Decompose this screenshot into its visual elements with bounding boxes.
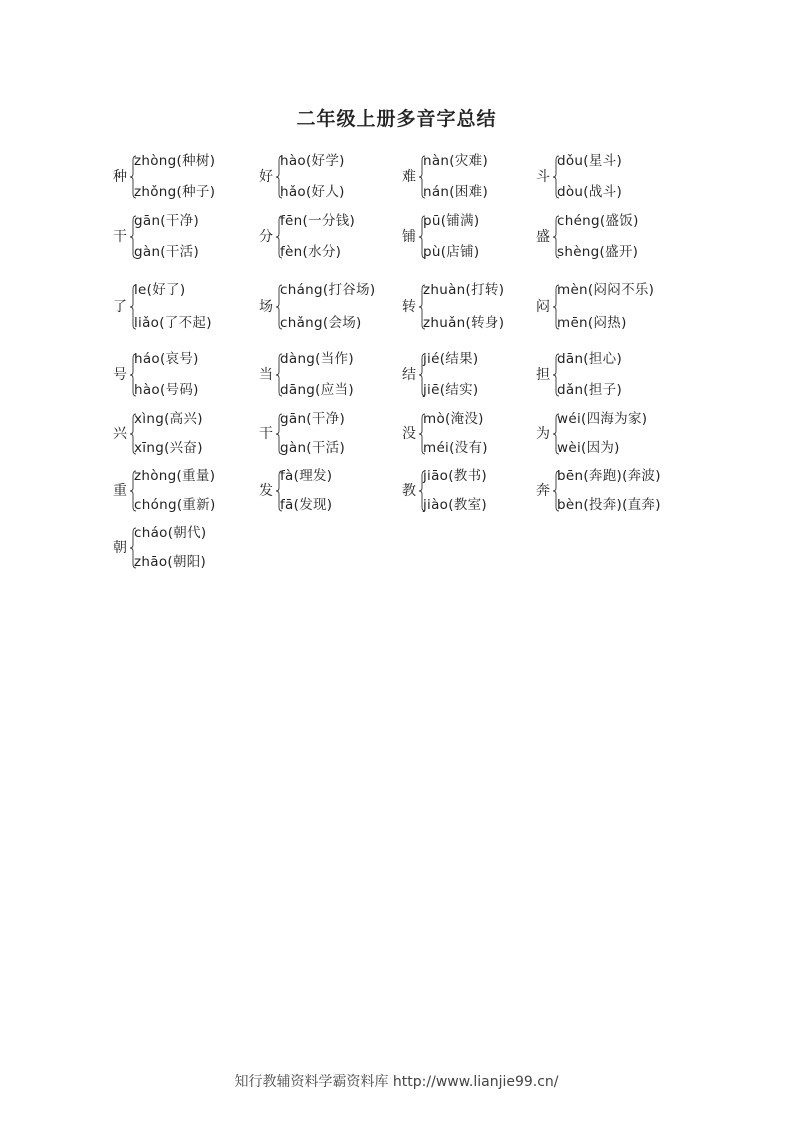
polyphone-character: 朝 — [113, 540, 127, 556]
pinyin-reading: liǎo(了不起) — [134, 315, 212, 331]
pinyin-reading: pù(店铺) — [423, 244, 480, 260]
polyphone-character: 转 — [402, 299, 416, 315]
pinyin-reading: zhǒng(种子) — [134, 184, 216, 200]
footer-source: 知行教辅资料学霸资料库 http://www.lianjie99.cn/ — [234, 1074, 559, 1090]
polyphone-entry — [113, 411, 273, 457]
polyphone-entry — [536, 153, 696, 201]
pinyin-reading: dǒu(星斗) — [557, 153, 623, 169]
pinyin-reading: dān(担心) — [557, 351, 623, 367]
pinyin-reading: cháng(打谷场) — [280, 282, 376, 298]
pinyin-reading: fèn(水分) — [280, 244, 342, 260]
polyphone-entry — [259, 351, 419, 399]
polyphone-character: 担 — [536, 367, 550, 383]
polyphone-character: 难 — [402, 169, 416, 185]
pinyin-reading: xìng(高兴) — [134, 411, 203, 427]
polyphone-character: 当 — [259, 367, 273, 383]
pinyin-reading: hào(好学) — [280, 153, 345, 169]
polyphone-character: 没 — [402, 426, 416, 442]
pinyin-reading: dòu(战斗) — [557, 184, 623, 200]
pinyin-reading: gān(干净) — [134, 213, 200, 229]
pinyin-reading: gàn(干活) — [280, 440, 346, 456]
polyphone-character: 了 — [113, 299, 127, 315]
polyphone-entry — [259, 213, 419, 261]
polyphone-entry — [113, 213, 273, 261]
pinyin-reading: fā(发现) — [280, 497, 333, 513]
pinyin-reading: jiào(教室) — [423, 497, 487, 513]
polyphone-character: 兴 — [113, 426, 127, 442]
pinyin-reading: chéng(盛饭) — [557, 213, 639, 229]
polyphone-entry — [113, 525, 273, 571]
pinyin-reading: jié(结果) — [423, 351, 479, 367]
polyphone-entry — [536, 351, 696, 399]
pinyin-reading: mò(淹没) — [423, 411, 484, 427]
pinyin-reading: chóng(重新) — [134, 497, 216, 513]
pinyin-reading: nán(困难) — [423, 184, 489, 200]
pinyin-reading: zhuàn(打转) — [423, 282, 505, 298]
pinyin-reading: chǎng(会场) — [280, 315, 362, 331]
polyphone-character: 闷 — [536, 299, 550, 315]
polyphone-entry — [259, 411, 419, 457]
pinyin-reading: jiē(结实) — [423, 382, 479, 398]
polyphone-character: 干 — [113, 229, 127, 245]
pinyin-reading: bēn(奔跑)(奔波) — [557, 468, 661, 484]
pinyin-reading: zhuǎn(转身) — [423, 315, 505, 331]
polyphone-character: 号 — [113, 367, 127, 383]
polyphone-character: 好 — [259, 169, 273, 185]
pinyin-reading: mèn(闷闷不乐) — [557, 282, 655, 298]
polyphone-character: 教 — [402, 483, 416, 499]
polyphone-entry — [536, 282, 696, 332]
pinyin-reading: hào(号码) — [134, 382, 199, 398]
pinyin-reading: zhòng(种树) — [134, 153, 216, 169]
pinyin-reading: jiāo(教书) — [423, 468, 487, 484]
pinyin-reading: cháo(朝代) — [134, 525, 207, 541]
polyphone-character: 奔 — [536, 483, 550, 499]
pinyin-reading: nàn(灾难) — [423, 153, 489, 169]
polyphone-character: 发 — [259, 483, 273, 499]
polyphone-entry — [259, 468, 419, 514]
polyphone-character: 铺 — [402, 229, 416, 245]
polyphone-character: 种 — [113, 169, 127, 185]
polyphone-entry — [536, 213, 696, 261]
polyphone-entry — [113, 468, 273, 514]
pinyin-reading: shèng(盛开) — [557, 244, 639, 260]
polyphone-entry — [113, 153, 273, 201]
pinyin-reading: hǎo(好人) — [280, 184, 345, 200]
pinyin-reading: bèn(投奔)(直奔) — [557, 497, 661, 513]
pinyin-reading: mēn(闷热) — [557, 315, 627, 331]
pinyin-reading: wéi(四海为家) — [557, 411, 648, 427]
polyphone-entry — [259, 153, 419, 201]
page-title: 二年级上册多音字总结 — [296, 108, 497, 130]
pinyin-reading: háo(哀号) — [134, 351, 199, 367]
pinyin-reading: wèi(因为) — [557, 440, 620, 456]
polyphone-entry — [113, 351, 273, 399]
pinyin-reading: méi(没有) — [423, 440, 488, 456]
pinyin-reading: zhāo(朝阳) — [134, 554, 207, 570]
polyphone-character: 场 — [259, 299, 273, 315]
polyphone-character: 重 — [113, 483, 127, 499]
pinyin-reading: dàng(当作) — [280, 351, 354, 367]
pinyin-reading: gàn(干活) — [134, 244, 200, 260]
polyphone-character: 结 — [402, 367, 416, 383]
polyphone-entry — [536, 411, 696, 457]
polyphone-character: 分 — [259, 229, 273, 245]
pinyin-reading: fà(理发) — [280, 468, 333, 484]
pinyin-reading: gān(干净) — [280, 411, 346, 427]
polyphone-character: 为 — [536, 426, 550, 442]
pinyin-reading: xīng(兴奋) — [134, 440, 203, 456]
polyphone-entry — [259, 282, 419, 332]
pinyin-reading: dǎn(担子) — [557, 382, 623, 398]
pinyin-reading: le(好了) — [134, 282, 186, 298]
polyphone-character: 斗 — [536, 169, 550, 185]
polyphone-character: 干 — [259, 426, 273, 442]
pinyin-reading: dāng(应当) — [280, 382, 354, 398]
pinyin-reading: fēn(一分钱) — [280, 213, 356, 229]
polyphone-entry — [113, 282, 273, 332]
pinyin-reading: pū(铺满) — [423, 213, 480, 229]
pinyin-reading: zhòng(重量) — [134, 468, 216, 484]
polyphone-character: 盛 — [536, 229, 550, 245]
polyphone-entry — [536, 468, 696, 514]
